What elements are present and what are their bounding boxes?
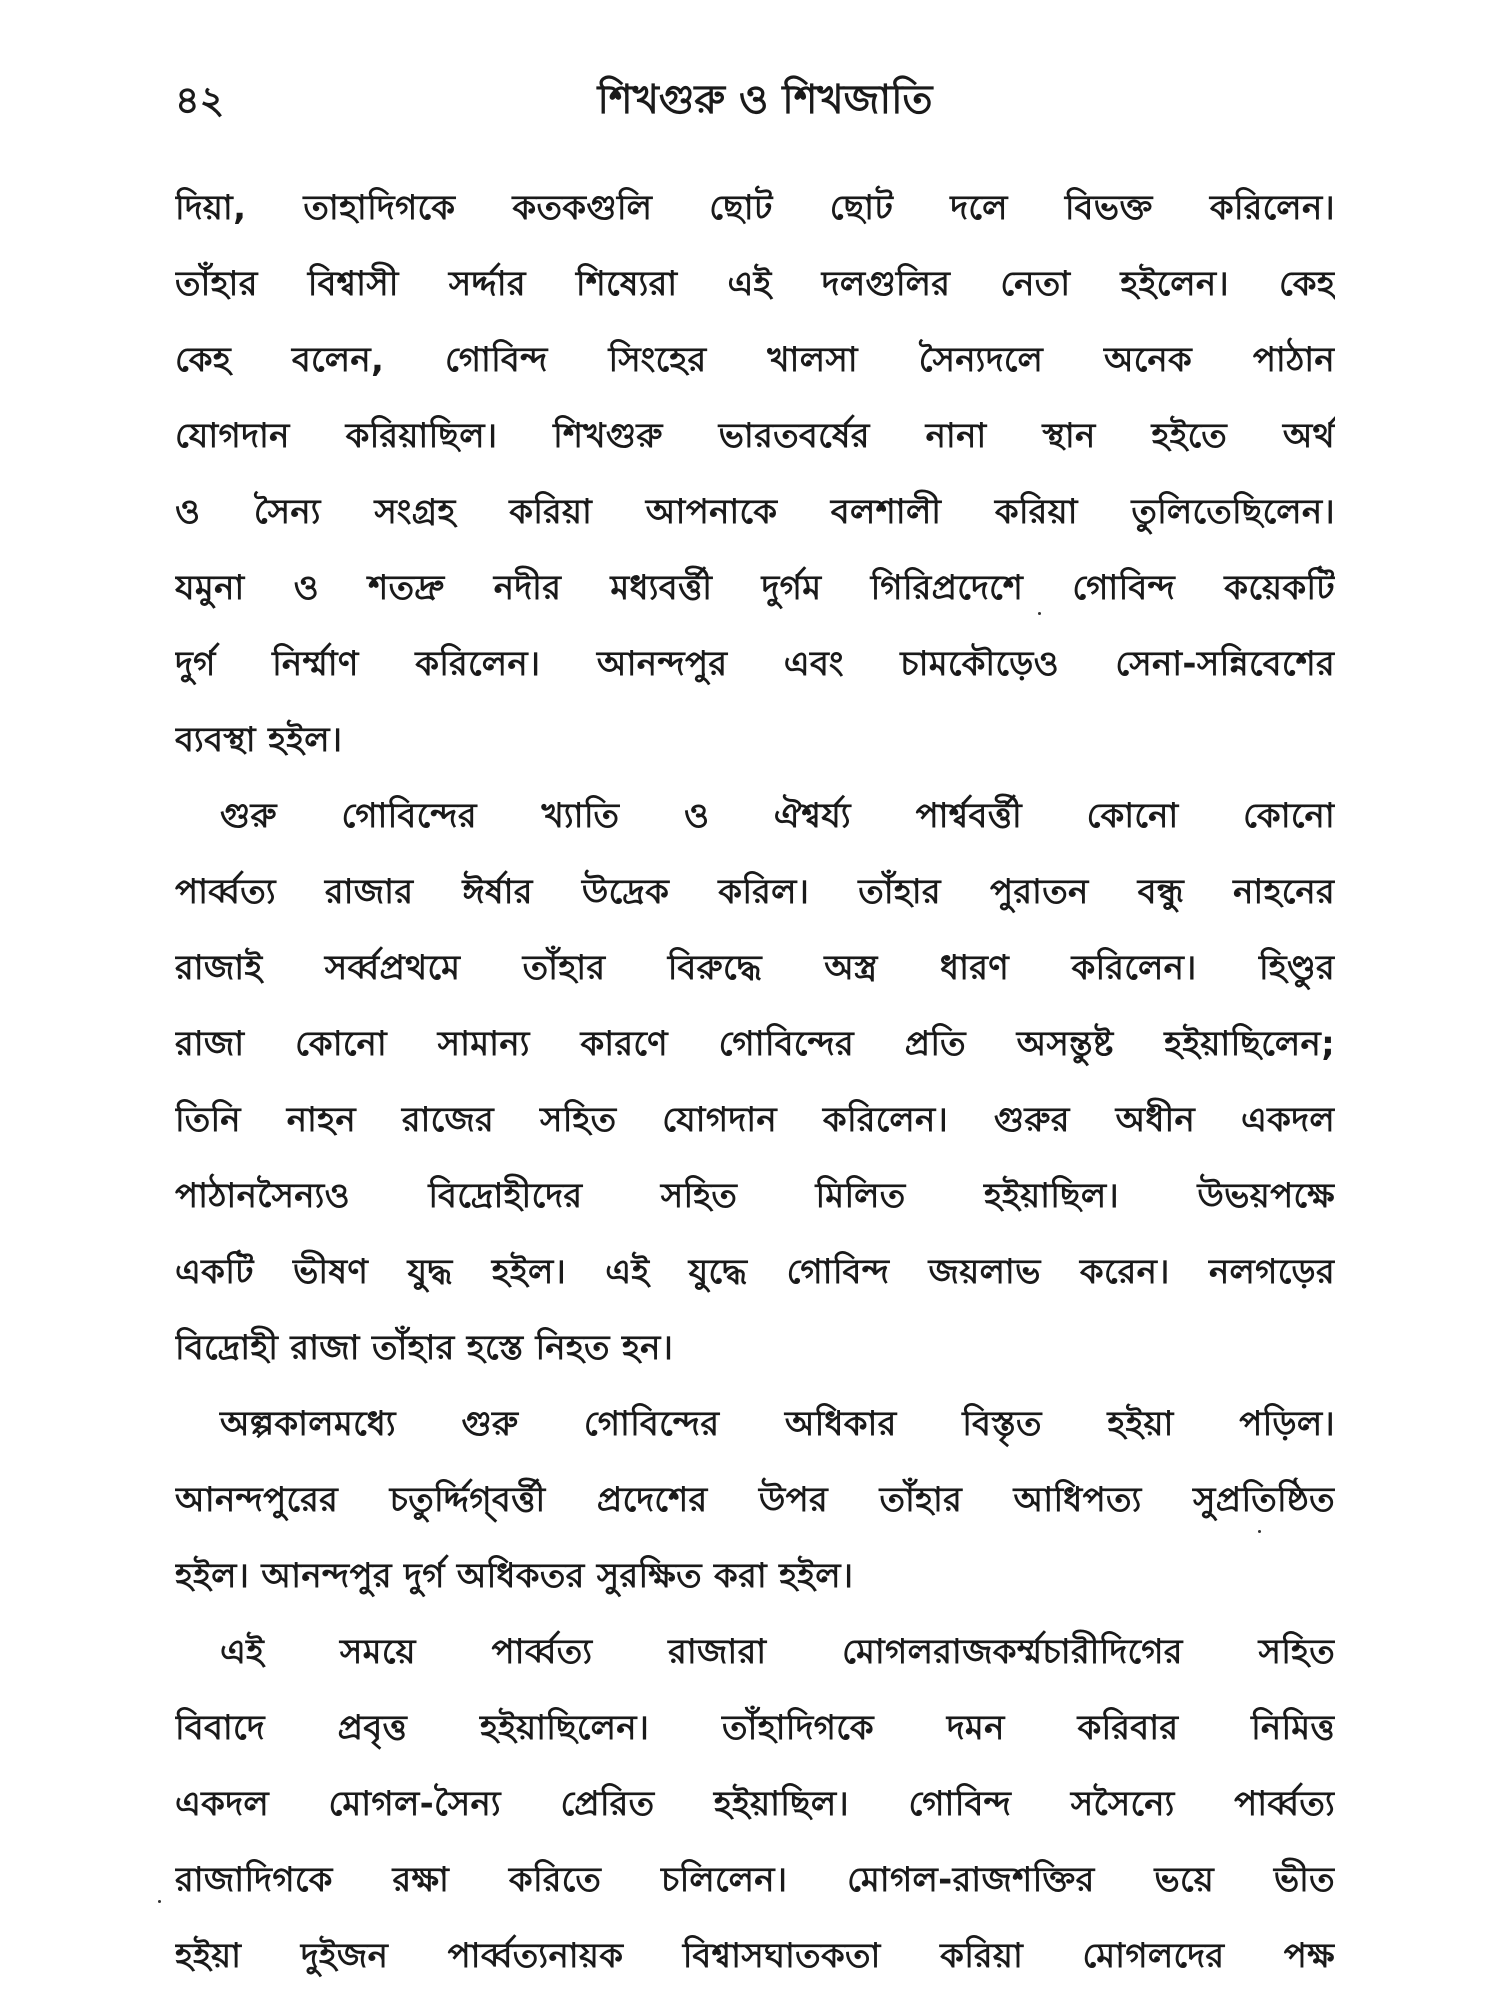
paragraph-3 — [175, 1386, 1335, 1614]
text-line: একটি ভীষণ যুদ্ধ হইল। এই যুদ্ধে গোবিন্দ জয়লাভ করেন। নলগড়ের — [175, 1252, 1335, 1292]
print-speck — [1258, 1530, 1261, 1533]
print-speck — [158, 1900, 161, 1903]
text-line: তাঁহার বিশ্বাসী সর্দ্দার শিষ্যেরা এই দলগুলির নেতা হইলেন। কেহ — [175, 264, 1335, 304]
text-line: এই সময়ে পার্ব্বত্য রাজারা মোগলরাজকর্ম্মচারীদিগের সহিত — [220, 1632, 1335, 1672]
text-line: ব্যবস্থা হইল। — [175, 720, 343, 760]
text-line: হইয়া দুইজন পার্ব্বত্যনায়ক বিশ্বাসঘাতকতা করিয়া মোগলদের পক্ষ — [175, 1936, 1335, 1976]
paragraph-2 — [175, 778, 1335, 1386]
text-line: যোগদান করিয়াছিল। শিখগুরু ভারতবর্ষের নানা স্থান হইতে অর্থ — [175, 416, 1335, 456]
text-line: কেহ বলেন, গোবিন্দ সিংহের খালসা সৈন্যদলে অনেক পাঠান — [175, 340, 1335, 380]
text-line: যমুনা ও শতদ্রু নদীর মধ্যবর্ত্তী দুর্গম গিরিপ্রদেশে গোবিন্দ কয়েকটি — [175, 568, 1335, 608]
page-number: ৪২ — [175, 78, 225, 122]
paragraph-4 — [175, 1614, 1335, 1994]
text-line: রাজা কোনো সামান্য কারণে গোবিন্দের প্রতি অসন্তুষ্ট হইয়াছিলেন; — [175, 1024, 1335, 1064]
text-line: অল্পকালমধ্যে গুরু গোবিন্দের অধিকার বিস্তৃত হইয়া পড়িল। — [220, 1404, 1335, 1444]
text-line: রাজাদিগকে রক্ষা করিতে চলিলেন। মোগল-রাজশক্তির ভয়ে ভীত — [175, 1860, 1335, 1900]
text-line: পার্ব্বত্য রাজার ঈর্ষার উদ্রেক করিল। তাঁহার পুরাতন বন্ধু নাহনের — [175, 872, 1335, 912]
running-title: শিখগুরু ও শিখজাতি — [597, 77, 933, 123]
text-line: দুর্গ নির্ম্মাণ করিলেন। আনন্দপুর এবং চামকৌড়েও সেনা-সন্নিবেশের — [175, 644, 1335, 684]
text-line: পাঠানসৈন্যও বিদ্রোহীদের সহিত মিলিত হইয়াছিল। উভয়পক্ষে — [175, 1176, 1335, 1216]
text-line: গুরু গোবিন্দের খ্যাতি ও ঐশ্বর্য্য পার্শ্ববর্ত্তী কোনো কোনো — [220, 796, 1335, 836]
text-line: হইল। আনন্দপুর দুর্গ অধিকতর সুরক্ষিত করা হইল। — [175, 1556, 854, 1596]
text-line: বিদ্রোহী রাজা তাঁহার হস্তে নিহত হন। — [175, 1328, 674, 1368]
paragraph-1 — [175, 170, 1335, 778]
text-line: আনন্দপুরের চতুর্দ্দিগ্‌বর্ত্তী প্রদেশের উপর তাঁহার আধিপত্য সুপ্রতিষ্ঠিত — [175, 1480, 1335, 1520]
text-line: একদল মোগল-সৈন্য প্রেরিত হইয়াছিল। গোবিন্দ সসৈন্যে পার্ব্বত্য — [175, 1784, 1335, 1824]
page-header — [175, 70, 1355, 130]
text-line: বিবাদে প্রবৃত্ত হইয়াছিলেন। তাঁহাদিগকে দমন করিবার নিমিত্ত — [175, 1708, 1335, 1748]
body-text — [175, 170, 1335, 1994]
text-line: রাজাই সর্ব্বপ্রথমে তাঁহার বিরুদ্ধে অস্ত্র ধারণ করিলেন। হিণ্ডুর — [175, 948, 1335, 988]
text-line: তিনি নাহন রাজের সহিত যোগদান করিলেন। গুরুর অধীন একদল — [175, 1100, 1335, 1140]
print-speck — [1038, 612, 1041, 615]
text-line: ও সৈন্য সংগ্রহ করিয়া আপনাকে বলশালী করিয়া তুলিতেছিলেন। — [175, 492, 1335, 532]
text-line: দিয়া, তাহাদিগকে কতকগুলি ছোট ছোট দলে বিভক্ত করিলেন। — [175, 188, 1335, 228]
